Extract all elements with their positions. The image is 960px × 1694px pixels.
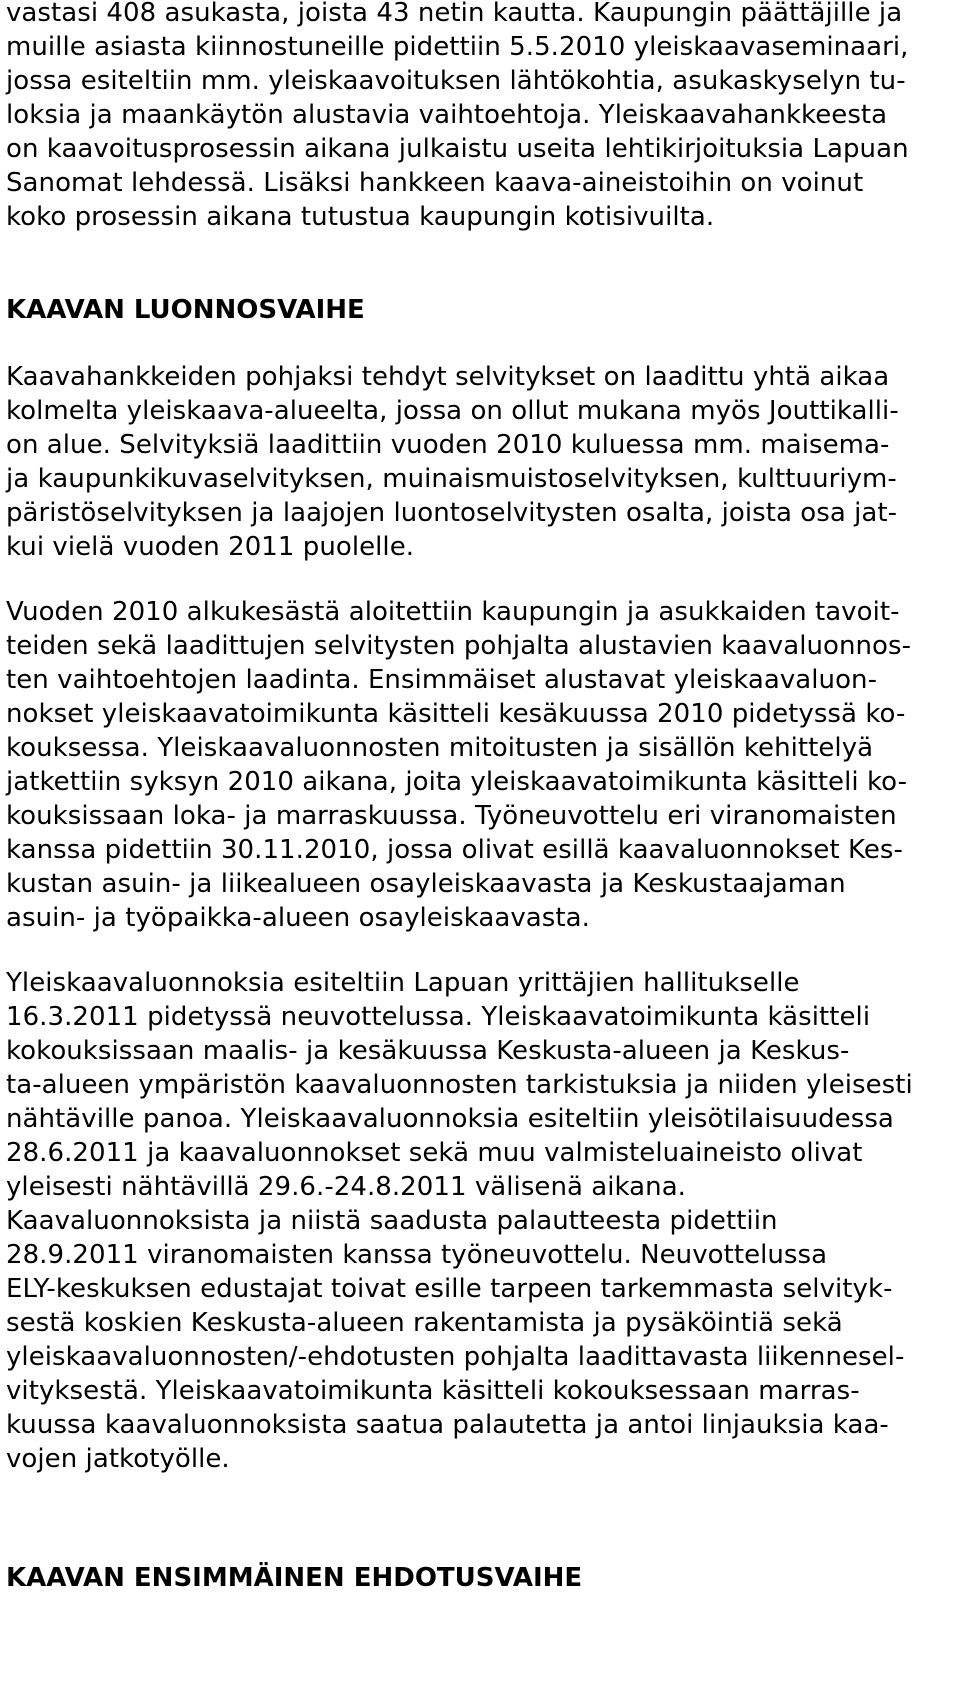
paragraph-line: teiden sekä laadittujen selvitysten pohjalta alustavien kaavaluonnos- xyxy=(6,631,912,661)
intro-line: muille asiasta kiinnostuneille pidettiin 5.5.2010 yleiskaavaseminaari, xyxy=(6,32,909,62)
intro-line: loksia ja maankäytön alustavia vaihtoehtoja. Yleiskaavahankkeesta xyxy=(6,100,888,130)
paragraph-line: on alue. Selvityksiä laadittiin vuoden 2010 kuluessa mm. maisema- xyxy=(6,430,890,460)
paragraph-line: 28.9.2011 viranomaisten kanssa työneuvottelu. Neuvottelussa xyxy=(6,1240,828,1270)
section-heading: KAAVAN LUONNOSVAIHE xyxy=(6,295,365,325)
paragraph-line: ELY-keskuksen edustajat toivat esille tarpeen tarkemmasta selvityk- xyxy=(6,1274,893,1304)
paragraph-line: kolmelta yleiskaava-alueelta, jossa on ollut mukana myös Jouttikalli- xyxy=(6,396,899,426)
paragraph-line: 28.6.2011 ja kaavaluonnokset sekä muu valmisteluaineisto olivat xyxy=(6,1138,863,1168)
intro-line: vastasi 408 asukasta, joista 43 netin kautta. Kaupungin päättäjille ja xyxy=(6,0,903,28)
paragraph-line: Vuoden 2010 alkukesästä aloitettiin kaupungin ja asukkaiden tavoit- xyxy=(6,597,900,627)
paragraph-line: ten vaihtoehtojen laadinta. Ensimmäiset alustavat yleiskaavaluon- xyxy=(6,665,877,695)
paragraph-line: kustan asuin- ja liikealueen osayleiskaavasta ja Keskustaajaman xyxy=(6,869,846,899)
paragraph-line: 16.3.2011 pidetyssä neuvottelussa. Yleiskaavatoimikunta käsitteli xyxy=(6,1002,871,1032)
paragraph-line: ta-alueen ympäristön kaavaluonnosten tarkistuksia ja niiden yleisesti xyxy=(6,1070,913,1100)
paragraph-line: yleisesti nähtävillä 29.6.-24.8.2011 välisenä aikana. xyxy=(6,1172,686,1202)
paragraph-line: nähtäville panoa. Yleiskaavaluonnoksia esiteltiin yleisötilaisuudessa xyxy=(6,1104,894,1134)
paragraph-line: kui vielä vuoden 2011 puolelle. xyxy=(6,532,415,562)
paragraph-line: kouksessa. Yleiskaavaluonnosten mitoitusten ja sisällön kehittelyä xyxy=(6,733,874,763)
section-heading: KAAVAN ENSIMMÄINEN EHDOTUSVAIHE xyxy=(6,1563,583,1593)
intro-line: jossa esiteltiin mm. yleiskaavoituksen lähtökohtia, asukaskyselyn tu- xyxy=(6,66,906,96)
intro-line: koko prosessin aikana tutustua kaupungin kotisivuilta. xyxy=(6,202,715,232)
paragraph-line: kouksissaan loka- ja marraskuussa. Työneuvottelu eri viranomaisten xyxy=(6,801,897,831)
paragraph-line: kanssa pidettiin 30.11.2010, jossa olivat esillä kaavaluonnokset Kes- xyxy=(6,835,903,865)
paragraph-line: asuin- ja työpaikka-alueen osayleiskaavasta. xyxy=(6,903,590,933)
paragraph-line: ja kaupunkikuvaselvityksen, muinaismuistoselvityksen, kulttuuriym- xyxy=(6,464,897,494)
paragraph-line: päristöselvityksen ja laajojen luontoselvitysten osalta, joista osa jat- xyxy=(6,498,898,528)
intro-line: on kaavoitusprosessin aikana julkaistu useita lehtikirjoituksia Lapuan xyxy=(6,134,909,164)
paragraph-line: Kaavaluonnoksista ja niistä saadusta palautteesta pidettiin xyxy=(6,1206,778,1236)
intro-line: Sanomat lehdessä. Lisäksi hankkeen kaava-aineistoihin on voinut xyxy=(6,168,864,198)
paragraph-line: kuussa kaavaluonnoksista saatua palautetta ja antoi linjauksia kaa- xyxy=(6,1410,889,1440)
paragraph-line: Yleiskaavaluonnoksia esiteltiin Lapuan yrittäjien hallitukselle xyxy=(6,968,800,998)
paragraph-line: nokset yleiskaavatoimikunta käsitteli kesäkuussa 2010 pidetyssä ko- xyxy=(6,699,906,729)
paragraph-line: jatkettiin syksyn 2010 aikana, joita yleiskaavatoimikunta käsitteli ko- xyxy=(6,767,908,797)
paragraph-line: kokouksissaan maalis- ja kesäkuussa Keskusta-alueen ja Keskus- xyxy=(6,1036,850,1066)
paragraph-line: vityksestä. Yleiskaavatoimikunta käsitteli kokouksessaan marras- xyxy=(6,1376,860,1406)
paragraph-line: vojen jatkotyölle. xyxy=(6,1444,230,1474)
paragraph-line: sestä koskien Keskusta-alueen rakentamista ja pysäköintiä sekä xyxy=(6,1308,843,1338)
paragraph-line: Kaavahankkeiden pohjaksi tehdyt selvitykset on laadittu yhtä aikaa xyxy=(6,362,890,392)
paragraph-line: yleiskaavaluonnosten/-ehdotusten pohjalta laadittavasta liikennesel- xyxy=(6,1342,905,1372)
